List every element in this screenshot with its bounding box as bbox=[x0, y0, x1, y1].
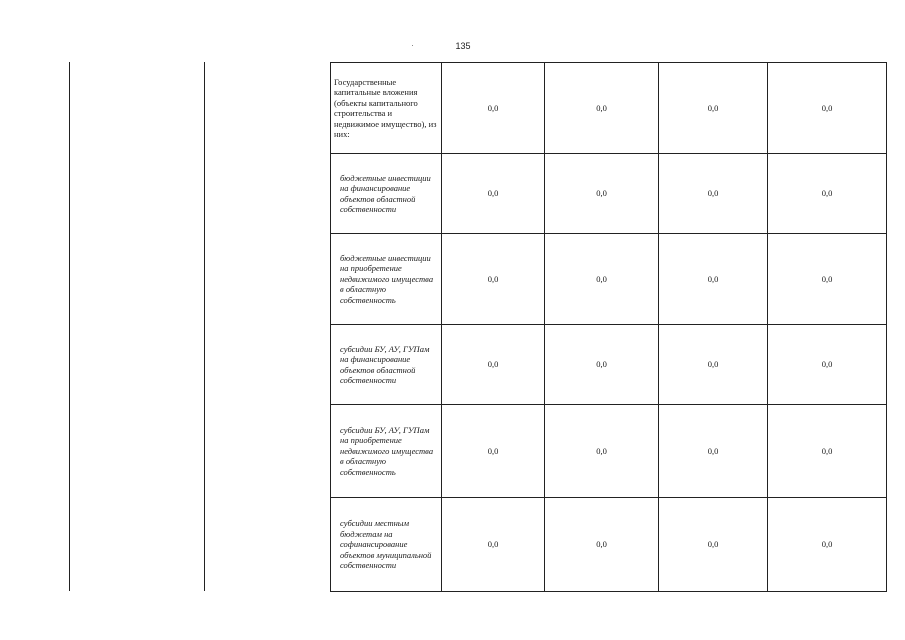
value-cell: 0,0 bbox=[768, 234, 887, 325]
value-cell: 0,0 bbox=[659, 498, 768, 592]
value-cell: 0,0 bbox=[659, 405, 768, 498]
value-cell: 0,0 bbox=[768, 154, 887, 234]
value-cell: 0,0 bbox=[545, 154, 659, 234]
row-label: бюджетные инвестиции на приобретение недвижимого имущества в областную собственность bbox=[331, 234, 442, 325]
value-cell: 0,0 bbox=[545, 63, 659, 154]
value-cell: 0,0 bbox=[659, 234, 768, 325]
value-cell: 0,0 bbox=[545, 325, 659, 405]
left-column-border bbox=[69, 62, 70, 591]
value-cell: 0,0 bbox=[768, 325, 887, 405]
row-label: Государственные капитальные вложения (объекты капитального строительства и недвижимое имущество), из них: bbox=[331, 63, 442, 154]
value-cell: 0,0 bbox=[442, 234, 545, 325]
row-label: субсидии БУ, АУ, ГУПам на приобретение недвижимого имущества в областную собственность bbox=[331, 405, 442, 498]
table-row bbox=[331, 325, 887, 405]
value-cell: 0,0 bbox=[545, 234, 659, 325]
table-row bbox=[331, 405, 887, 498]
row-label: субсидии местным бюджетам на софинансирование объектов муниципальной собственности bbox=[331, 498, 442, 592]
value-cell: 0,0 bbox=[442, 154, 545, 234]
table-row bbox=[331, 498, 887, 592]
value-cell: 0,0 bbox=[442, 498, 545, 592]
value-cell: 0,0 bbox=[442, 63, 545, 154]
value-cell: 0,0 bbox=[442, 325, 545, 405]
value-cell: 0,0 bbox=[768, 405, 887, 498]
value-cell: 0,0 bbox=[659, 325, 768, 405]
value-cell: 0,0 bbox=[768, 63, 887, 154]
table-row bbox=[331, 234, 887, 325]
table-row bbox=[331, 154, 887, 234]
value-cell: 0,0 bbox=[442, 405, 545, 498]
capital-investments-table bbox=[330, 62, 887, 592]
scan-speck bbox=[412, 45, 413, 46]
row-label: бюджетные инвестиции на финансирование объектов областной собственности bbox=[331, 154, 442, 234]
table-row bbox=[331, 63, 887, 154]
value-cell: 0,0 bbox=[768, 498, 887, 592]
value-cell: 0,0 bbox=[659, 154, 768, 234]
second-column-border bbox=[204, 62, 205, 591]
value-cell: 0,0 bbox=[545, 405, 659, 498]
page-number: 135 bbox=[455, 41, 471, 51]
value-cell: 0,0 bbox=[545, 498, 659, 592]
value-cell: 0,0 bbox=[659, 63, 768, 154]
row-label: субсидии БУ, АУ, ГУПам на финансирование объектов областной собственности bbox=[331, 325, 442, 405]
